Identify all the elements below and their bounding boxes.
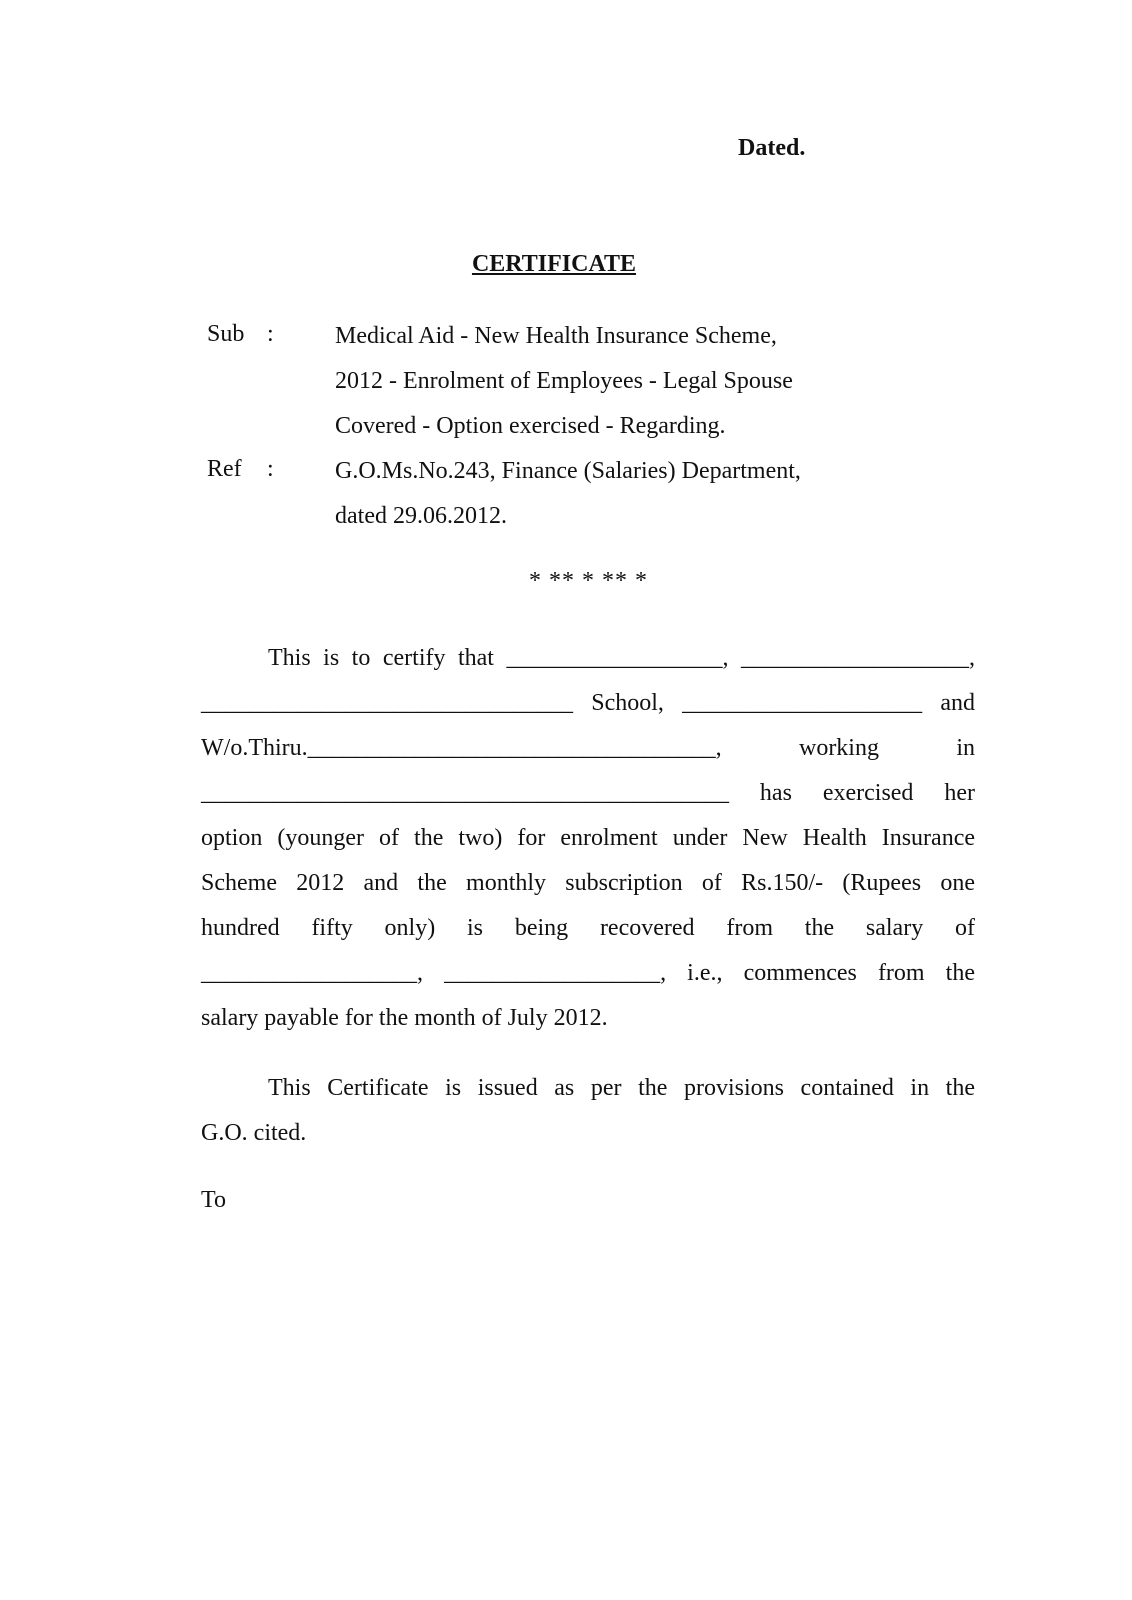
paragraph-line: ____________________________________________ has exercised her bbox=[201, 780, 975, 806]
dated-label: Dated. bbox=[738, 135, 806, 161]
subject-line: Medical Aid - New Health Insurance Scheme, bbox=[335, 323, 777, 349]
paragraph-line: option (younger of the two) for enrolment under New Health Insurance bbox=[201, 825, 975, 851]
certification-paragraph bbox=[201, 636, 975, 1041]
reference-colon: : bbox=[267, 456, 274, 482]
reference-line: dated 29.06.2012. bbox=[335, 503, 507, 529]
subject-label: Sub bbox=[207, 321, 245, 347]
subject-colon: : bbox=[267, 321, 274, 347]
closing-to: To bbox=[201, 1187, 226, 1213]
paragraph-line: _______________________________ School, ____________________ and bbox=[201, 690, 975, 716]
subject-line: Covered - Option exercised - Regarding. bbox=[335, 413, 726, 439]
paragraph-line: __________________, __________________, i.e., commences from the bbox=[201, 960, 975, 986]
reference-line: G.O.Ms.No.243, Finance (Salaries) Department, bbox=[335, 458, 801, 484]
paragraph-line: G.O. cited. bbox=[201, 1120, 307, 1146]
subject-text bbox=[335, 314, 793, 449]
document-title: CERTIFICATE bbox=[471, 251, 637, 277]
paragraph-line: Scheme 2012 and the monthly subscription of Rs.150/- (Rupees one bbox=[201, 870, 975, 896]
provisions-paragraph bbox=[201, 1066, 975, 1156]
paragraph-line: This is to certify that __________________, ___________________, bbox=[268, 645, 975, 671]
paragraph-line: hundred fifty only) is being recovered from the salary of bbox=[201, 915, 975, 941]
paragraph-line: W/o.Thiru.__________________________________, working in bbox=[201, 735, 975, 761]
reference-text bbox=[335, 449, 801, 539]
paragraph-line: This Certificate is issued as per the provisions contained in the bbox=[268, 1075, 975, 1101]
paragraph-line: salary payable for the month of July 2012. bbox=[201, 1005, 608, 1031]
subject-line: 2012 - Enrolment of Employees - Legal Spouse bbox=[335, 368, 793, 394]
reference-label: Ref bbox=[207, 456, 242, 482]
separator: * ** * ** * bbox=[529, 568, 648, 594]
